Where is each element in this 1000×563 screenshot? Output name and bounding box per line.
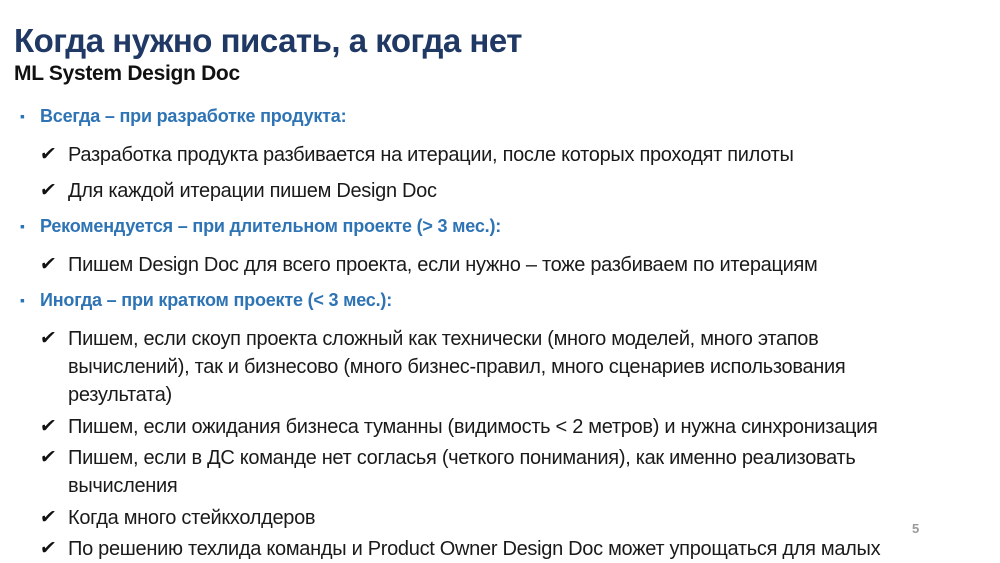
slide-title: Когда нужно писать, а когда нет bbox=[14, 22, 522, 59]
checkmark-icon: ✔ bbox=[38, 328, 58, 349]
checklist-item-text: Пишем, если ожидания бизнеса туманны (видимость < 2 метров) и нужна синхронизация bbox=[68, 416, 878, 438]
square-bullet-icon: ▪ bbox=[20, 292, 25, 308]
section-heading-row bbox=[0, 288, 1000, 312]
checkmark-icon: ✔ bbox=[38, 416, 58, 437]
checkmark-icon: ✔ bbox=[38, 507, 58, 528]
checklist-item bbox=[0, 444, 1000, 500]
checklist-item bbox=[0, 325, 1000, 409]
checklist-item-text: Пишем, если в ДС команде нет согласья (четкого понимания), как именно реализовать вычисления bbox=[68, 447, 856, 497]
checklist-item bbox=[0, 177, 1000, 205]
slide-body bbox=[0, 104, 1000, 563]
checklist-item bbox=[0, 413, 1000, 441]
checkmark-icon: ✔ bbox=[38, 538, 58, 559]
checkmark-icon: ✔ bbox=[38, 254, 58, 275]
checklist-item bbox=[0, 251, 1000, 279]
checklist-item-text: По решению техлида команды и Product Owner Design Doc может упрощаться для малых bbox=[68, 538, 881, 560]
section-heading-row bbox=[0, 104, 1000, 128]
section-heading: Всегда – при разработке продукта: bbox=[40, 106, 347, 126]
checklist-item-text: Пишем, если скоуп проекта сложный как технически (много моделей, много этапов вычислений), так и бизнесово (много бизнес-правил, много сценариев использования результата) bbox=[68, 328, 846, 406]
checklist-item-text: Когда много стейкхолдеров bbox=[68, 507, 316, 529]
square-bullet-icon: ▪ bbox=[20, 108, 25, 124]
checkmark-icon: ✔ bbox=[38, 144, 58, 165]
checklist-item bbox=[0, 535, 1000, 563]
slide-subtitle: ML System Design Doc bbox=[14, 62, 240, 85]
section-heading: Иногда – при кратком проекте (< 3 мес.): bbox=[40, 290, 392, 310]
checkmark-icon: ✔ bbox=[38, 447, 58, 468]
checklist-item-text: Для каждой итерации пишем Design Doc bbox=[68, 180, 437, 202]
checklist-item-text: Разработка продукта разбивается на итерации, после которых проходят пилоты bbox=[68, 144, 794, 166]
page-number: 5 bbox=[912, 521, 920, 536]
square-bullet-icon: ▪ bbox=[20, 218, 25, 234]
checklist-item bbox=[0, 141, 1000, 169]
checklist-item-text: Пишем Design Doc для всего проекта, если нужно – тоже разбиваем по итерациям bbox=[68, 254, 818, 276]
section-heading: Рекомендуется – при длительном проекте (> 3 мес.): bbox=[40, 216, 502, 236]
section-heading-row bbox=[0, 214, 1000, 238]
checkmark-icon: ✔ bbox=[38, 180, 58, 201]
checklist-item bbox=[0, 504, 1000, 532]
slide-header bbox=[0, 0, 1000, 86]
